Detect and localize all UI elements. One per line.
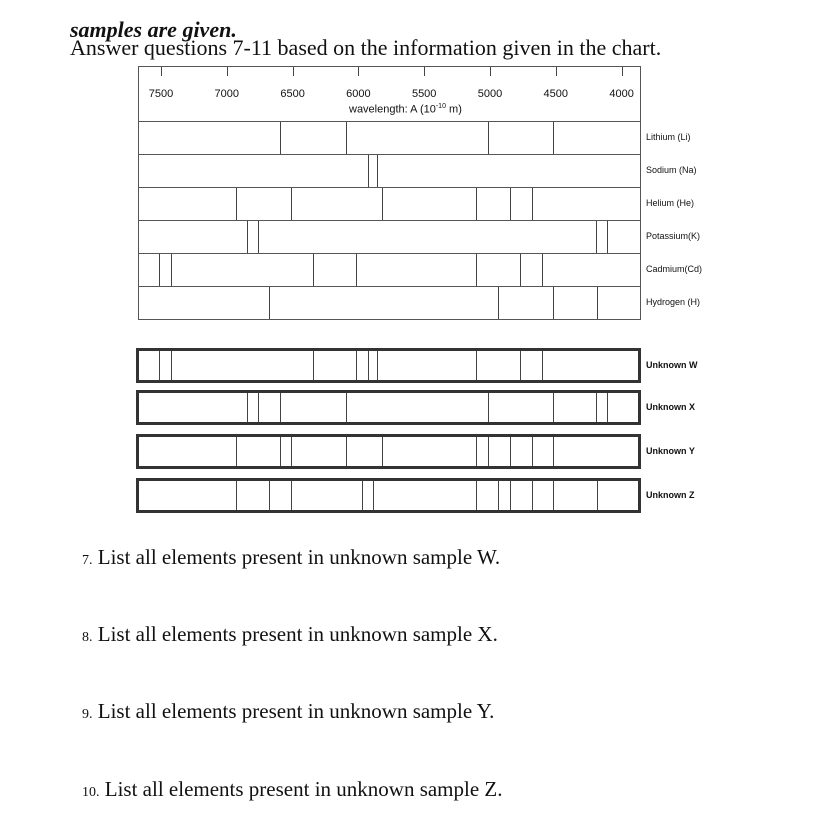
spectral-line [476, 254, 477, 286]
spectral-line [476, 437, 477, 466]
spectral-line [313, 351, 314, 380]
tick-label: 4500 [543, 88, 569, 100]
spectral-line [553, 437, 554, 466]
spectrum-label: Hydrogen (H) [646, 297, 701, 307]
spectral-line [258, 393, 259, 422]
spectral-line [368, 351, 369, 380]
unknown-spectrum [136, 434, 641, 469]
question-text: List all elements present in unknown sample X. [92, 622, 498, 646]
instructions: Answer questions 7-11 based on the information given in the chart. [70, 35, 662, 60]
question [82, 622, 498, 647]
spectral-line [520, 351, 521, 380]
spectrum-label: Cadmium(Cd) [646, 264, 703, 274]
spectral-line [510, 188, 511, 220]
spectral-line [236, 437, 237, 466]
spectral-line [542, 351, 543, 380]
tick-label: 5500 [411, 88, 437, 100]
spectral-line [553, 287, 554, 319]
question-number: 9. [82, 707, 93, 722]
spectral-line [280, 122, 281, 154]
spectrum-label: Sodium (Na) [646, 165, 697, 175]
spectrum-label: Helium (He) [646, 198, 695, 208]
spectrum-label: Lithium (Li) [646, 132, 691, 142]
spectral-line [476, 188, 477, 220]
spectral-line [607, 221, 608, 253]
spectral-line [159, 254, 160, 286]
question-number: 8. [82, 630, 93, 645]
tick-label: 5000 [477, 88, 503, 100]
spectral-line [607, 393, 608, 422]
tick-label: 6000 [346, 88, 371, 100]
spectral-line [236, 188, 237, 220]
axis-tick [161, 67, 162, 76]
spectral-line [476, 351, 477, 380]
element-spectrum [138, 253, 641, 287]
axis-tick [293, 67, 294, 76]
question-text: List all elements present in unknown sample Y. [92, 699, 495, 723]
spectral-line [377, 155, 378, 187]
tick-label: 4000 [609, 88, 634, 100]
spectral-line [510, 481, 511, 510]
spectrum-label: Unknown Z [646, 489, 695, 500]
spectral-line [510, 437, 511, 466]
spectral-line [596, 393, 597, 422]
spectral-line [532, 481, 533, 510]
spectral-line [171, 254, 172, 286]
spectrum-label: Potassium(K) [646, 231, 701, 241]
element-spectrum [138, 154, 641, 188]
spectral-line [236, 481, 237, 510]
spectral-line [280, 437, 281, 466]
axis-tick [490, 67, 491, 76]
spectral-line [532, 437, 533, 466]
spectral-line [532, 188, 533, 220]
spectrum-label: Unknown X [646, 401, 695, 412]
question [82, 777, 503, 802]
tick-label: 7000 [214, 88, 240, 100]
spectral-line [356, 254, 357, 286]
spectral-line [498, 287, 499, 319]
spectral-line [269, 481, 270, 510]
spectral-line [553, 481, 554, 510]
spectral-line [291, 188, 292, 220]
spectral-line [362, 481, 363, 510]
spectral-line [498, 481, 499, 510]
spectral-line [247, 221, 248, 253]
spectral-line [553, 393, 554, 422]
intro-bold: samples are given. [70, 17, 237, 42]
question-number: 10. [82, 785, 100, 800]
tick-label: 6500 [280, 88, 305, 100]
spectral-line [596, 221, 597, 253]
spectral-line [269, 287, 270, 319]
axis-tick [424, 67, 425, 76]
spectral-line [488, 393, 489, 422]
spectral-line [313, 254, 314, 286]
element-spectrum [138, 220, 641, 254]
spectral-line [356, 351, 357, 380]
spectral-line [258, 221, 259, 253]
axis-tick [556, 67, 557, 76]
spectral-line [377, 351, 378, 380]
question [82, 545, 500, 570]
element-spectrum [138, 187, 641, 221]
spectral-line [346, 122, 347, 154]
axis-tick [358, 67, 359, 76]
spectral-line [597, 287, 598, 319]
unknown-spectrum [136, 348, 641, 383]
question [82, 699, 494, 724]
spectral-line [368, 155, 369, 187]
spectral-line [382, 437, 383, 466]
unknown-spectrum [136, 478, 641, 513]
spectral-line [346, 437, 347, 466]
spectrum-label: Unknown W [646, 359, 698, 370]
tick-label: 7500 [148, 88, 174, 100]
question-text: List all elements present in unknown sample Z. [99, 777, 503, 801]
spectral-line [597, 481, 598, 510]
spectral-line [247, 393, 248, 422]
spectral-line [488, 437, 489, 466]
spectral-line [291, 481, 292, 510]
spectral-line [553, 122, 554, 154]
axis-tick [227, 67, 228, 76]
spectral-line [159, 351, 160, 380]
unknown-spectrum [136, 390, 641, 425]
spectral-line [280, 393, 281, 422]
spectral-line [346, 393, 347, 422]
spectral-line [291, 437, 292, 466]
spectral-line [520, 254, 521, 286]
question-text: List all elements present in unknown sample W. [92, 545, 501, 569]
element-spectrum [138, 121, 641, 155]
spectral-line [542, 254, 543, 286]
spectral-line [382, 188, 383, 220]
axis-tick [622, 67, 623, 76]
element-spectrum [138, 286, 641, 320]
spectrum-label: Unknown Y [646, 445, 695, 456]
question-number: 7. [82, 553, 93, 568]
spectral-line [171, 351, 172, 380]
axis-label: wavelength: A ($10^{-10}$ m) [349, 103, 462, 116]
spectral-line [373, 481, 374, 510]
spectral-line [476, 481, 477, 510]
spectral-line [488, 122, 489, 154]
